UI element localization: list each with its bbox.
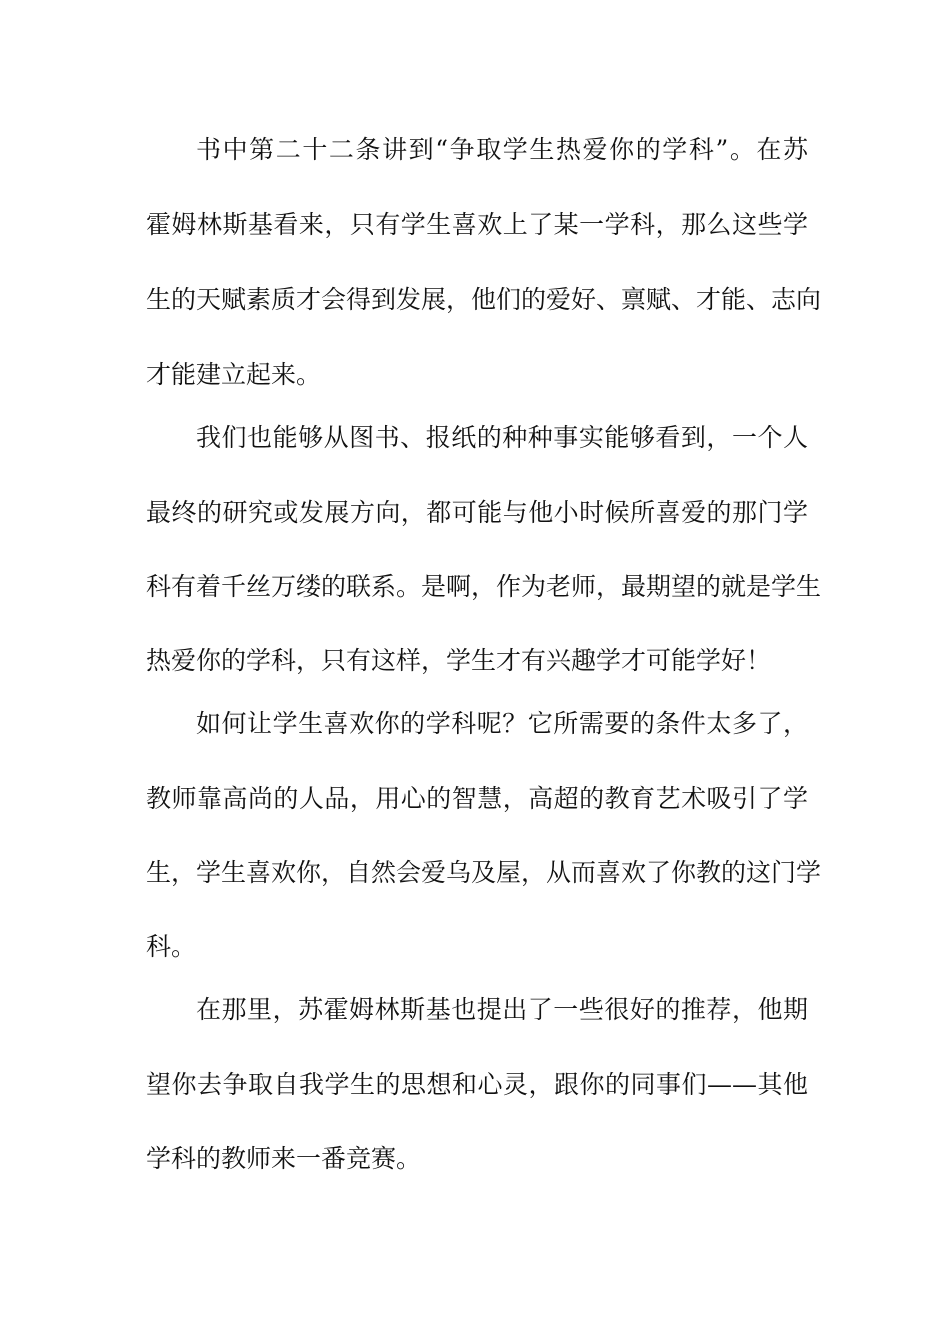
paragraph-2-line-2: 最终的研究或发展方向，都可能与他小时候所喜爱的那门学: [146, 498, 808, 527]
paragraph-3-line-2: 教师靠高尚的人品，用心的智慧，高超的教育艺术吸引了学: [146, 784, 808, 813]
paragraph-3-line-3: 生，学生喜欢你，自然会爱乌及屋，从而喜欢了你教的这门学: [146, 858, 822, 887]
paragraph-2-line-4: 热爱你的学科，只有这样，学生才有兴趣学才可能学好！: [146, 646, 772, 675]
paragraph-1-line-1: 书中第二十二条讲到“争取学生热爱你的学科”。在苏: [196, 135, 808, 164]
paragraph-2-line-3: 科有着千丝万缕的联系。是啊，作为老师，最期望的就是学生: [146, 572, 822, 601]
paragraph-4-line-1: 在那里，苏霍姆林斯基也提出了一些很好的推荐，他期: [196, 995, 808, 1024]
paragraph-4-line-2: 望你去争取自我学生的思想和心灵，跟你的同事们——其他: [146, 1070, 808, 1099]
paragraph-1-line-3: 生的天赋素质才会得到发展，他们的爱好、禀赋、才能、志向: [146, 285, 822, 314]
paragraph-1-line-2: 霍姆林斯基看来，只有学生喜欢上了某一学科，那么这些学: [146, 210, 808, 239]
paragraph-3-line-4: 科。: [146, 932, 197, 961]
paragraph-1-line-4: 才能建立起来。: [146, 360, 322, 389]
paragraph-2-line-1: 我们也能够从图书、报纸的种种事实能够看到，一个人: [196, 423, 808, 452]
paragraph-4-line-3: 学科的教师来一番竞赛。: [146, 1144, 422, 1173]
paragraph-3-line-1: 如何让学生喜欢你的学科呢？它所需要的条件太多了，: [196, 709, 808, 738]
